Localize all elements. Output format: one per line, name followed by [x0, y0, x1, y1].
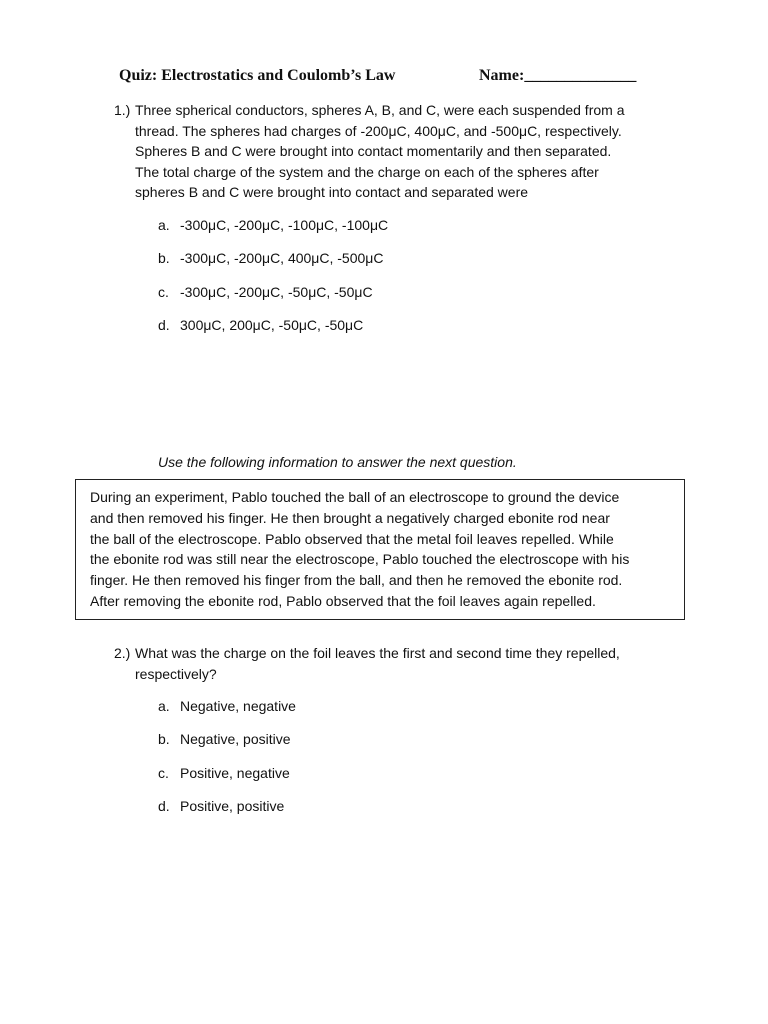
- option-text: -300μC, -200μC, -100μC, -100μC: [180, 217, 389, 233]
- answer-option-a: [158, 215, 388, 248]
- answer-option-c: [158, 282, 388, 315]
- question-line: Three spherical conductors, spheres A, B, and C, were each suspended from a: [135, 102, 625, 118]
- answer-option-d: [158, 796, 296, 829]
- option-text: -300μC, -200μC, 400μC, -500μC: [180, 250, 384, 267]
- question-2: [114, 643, 675, 684]
- info-line: the ball of the electroscope. Pablo observed that the metal foil leaves repelled. While: [90, 530, 614, 547]
- option-letter: a.: [158, 217, 170, 233]
- question-line: spheres B and C were brought into contact and separated were: [135, 184, 529, 200]
- answer-option-b: [158, 248, 388, 281]
- quiz-title: Quiz: Electrostatics and Coulomb’s Law: [119, 67, 396, 84]
- answer-option-a: [158, 696, 296, 729]
- answer-option-b: [158, 729, 296, 762]
- info-box: [75, 479, 685, 620]
- info-line: and then removed his finger. He then brought a negatively charged ebonite rod near: [90, 509, 610, 526]
- option-letter: c.: [158, 283, 169, 300]
- question-number: 2.): [114, 645, 131, 661]
- question-1-options: [158, 215, 388, 348]
- question-number: 1.): [114, 102, 131, 118]
- question-line: What was the charge on the foil leaves the first and second time they repelled,: [135, 645, 620, 661]
- question-line: respectively?: [135, 665, 217, 682]
- answer-option-c: [158, 763, 296, 796]
- option-text: -300μC, -200μC, -50μC, -50μC: [180, 283, 373, 300]
- name-field: Name:______________: [479, 67, 637, 84]
- question-1: [114, 100, 675, 203]
- option-text: 300μC, 200μC, -50μC, -50μC: [180, 316, 364, 333]
- option-text: Negative, positive: [180, 731, 291, 748]
- option-text: Positive, negative: [180, 764, 290, 781]
- option-letter: c.: [158, 764, 169, 781]
- info-line: the ebonite rod was still near the electroscope, Pablo touched the electroscope with his: [90, 551, 630, 568]
- info-line: finger. He then removed his finger from the ball, and then he removed the ebonite rod.: [90, 572, 623, 589]
- question-text: [135, 643, 675, 684]
- question-line: thread. The spheres had charges of -200μC, 400μC, and -500μC, respectively.: [135, 122, 622, 139]
- option-letter: d.: [158, 316, 170, 333]
- info-line: After removing the ebonite rod, Pablo observed that the foil leaves again repelled.: [90, 592, 596, 609]
- option-text: Positive, positive: [180, 797, 285, 814]
- option-letter: b.: [158, 250, 170, 267]
- instruction-text: Use the following information to answer the next question.: [158, 454, 517, 470]
- question-text: [135, 100, 675, 203]
- question-2-options: [158, 696, 296, 829]
- option-text: Negative, negative: [180, 698, 296, 714]
- question-line: Spheres B and C were brought into contact momentarily and then separated.: [135, 143, 612, 159]
- option-letter: a.: [158, 698, 170, 714]
- question-line: The total charge of the system and the charge on each of the spheres after: [135, 163, 599, 180]
- answer-option-d: [158, 315, 388, 348]
- info-line: During an experiment, Pablo touched the ball of an electroscope to ground the device: [90, 489, 620, 505]
- option-letter: d.: [158, 797, 170, 814]
- option-letter: b.: [158, 731, 170, 748]
